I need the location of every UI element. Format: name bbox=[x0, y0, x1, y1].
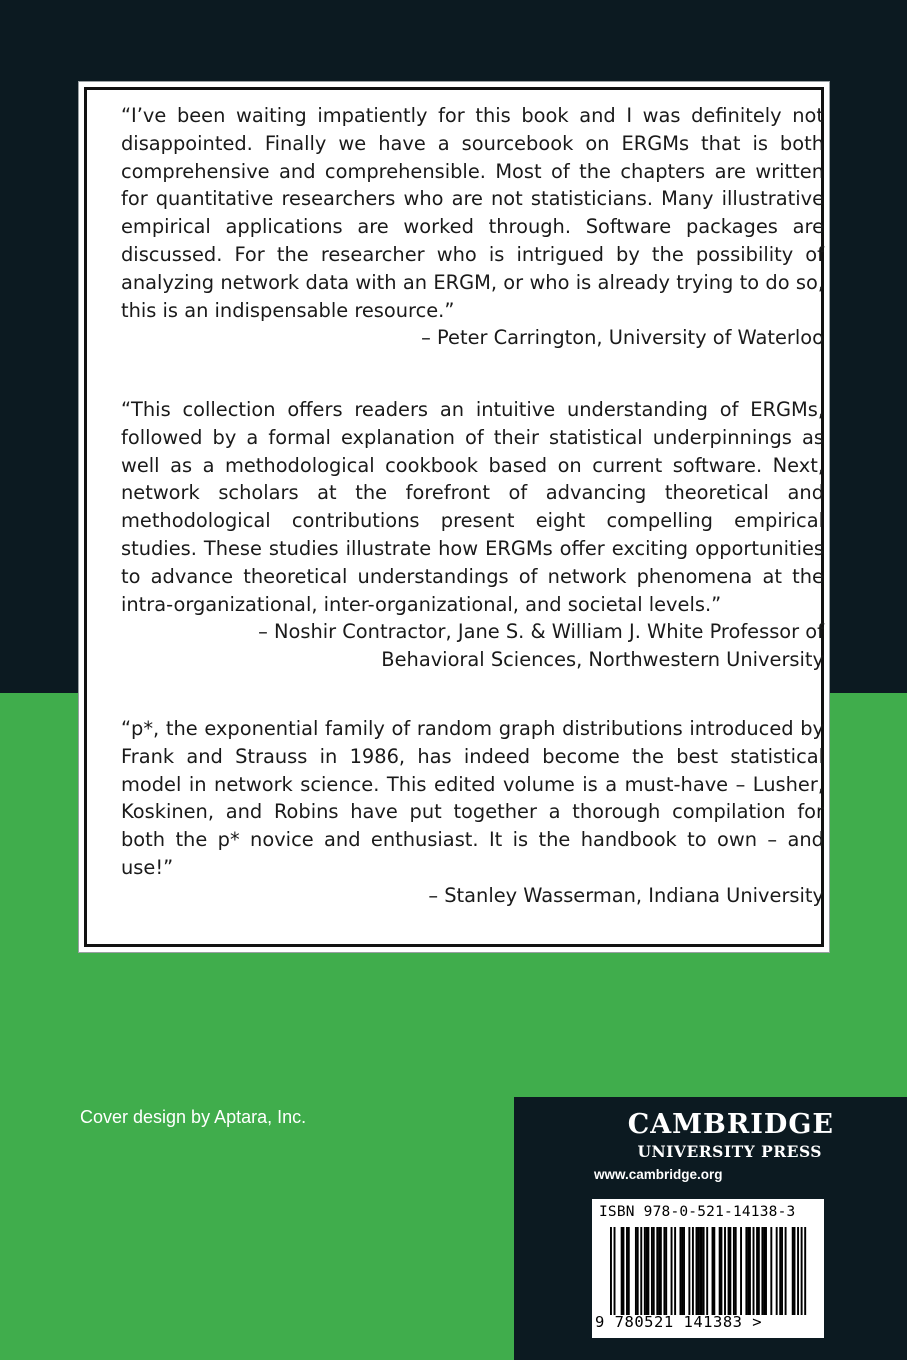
barcode-bar bbox=[626, 1227, 628, 1315]
endorsement-quote bbox=[121, 102, 824, 352]
quote-text: “This collection offers readers an intuitive understanding of ERGMs, followed by a formal explanation of their statistical underpinnings as well as a methodological cookbook based on current software. Next, network scholars at the forefront of advancing theoretical and methodological contributions present eight compelling empirical studies. These studies illustrate how ERGMs offer exciting opportunities to advance theoretical understandings of network phenomena at the intra-organizational, inter-organizational, and societal levels.” bbox=[121, 398, 824, 616]
barcode-bar bbox=[692, 1227, 694, 1315]
barcode-bar bbox=[720, 1227, 722, 1315]
barcode-bar bbox=[663, 1227, 665, 1315]
barcode-bar bbox=[733, 1227, 735, 1315]
quote-attribution: – Noshir Contractor, Jane S. & William J. White Professor of bbox=[258, 620, 824, 644]
isbn-barcode bbox=[592, 1199, 824, 1338]
blurb-panel-border bbox=[84, 87, 824, 947]
barcode-bar bbox=[724, 1227, 726, 1315]
quote-attribution: – Peter Carrington, University of Waterloo bbox=[421, 326, 824, 350]
quote-attribution: – Stanley Wasserman, Indiana University bbox=[428, 883, 824, 907]
barcode-bar bbox=[781, 1227, 783, 1315]
barcode-bar bbox=[660, 1227, 662, 1315]
barcode-bar bbox=[758, 1227, 760, 1315]
barcode-bar bbox=[729, 1227, 731, 1315]
barcode-bar bbox=[683, 1227, 685, 1315]
barcode-bar bbox=[792, 1227, 794, 1315]
barcode-bar bbox=[665, 1227, 667, 1315]
barcode-bar bbox=[671, 1227, 673, 1315]
barcode-bar bbox=[610, 1227, 612, 1315]
publisher-url[interactable]: www.cambridge.org bbox=[594, 1167, 723, 1182]
barcode-bar bbox=[614, 1227, 616, 1315]
barcode-bar bbox=[735, 1227, 737, 1315]
barcode-bar bbox=[770, 1227, 772, 1315]
barcode-bar bbox=[712, 1227, 714, 1315]
barcode-bar bbox=[681, 1227, 683, 1315]
barcode-bar bbox=[761, 1227, 763, 1315]
barcode-bar bbox=[679, 1227, 681, 1315]
barcode-bar bbox=[763, 1227, 765, 1315]
endorsement-quote bbox=[121, 715, 824, 910]
barcode-bar bbox=[674, 1227, 676, 1315]
barcode-bar bbox=[688, 1227, 690, 1315]
barcode-bar bbox=[713, 1227, 715, 1315]
barcode-bar bbox=[745, 1227, 747, 1315]
barcode-bar bbox=[728, 1227, 730, 1315]
barcode-bar bbox=[749, 1227, 751, 1315]
barcode-bar bbox=[621, 1227, 623, 1315]
barcode-bar bbox=[785, 1227, 787, 1315]
barcode-bar bbox=[756, 1227, 758, 1315]
quote-text: “I’ve been waiting impatiently for this book and I was definitely not disappointed. Finally we have a sourcebook on ERGMs that is both comprehensive and comprehensible. Most of the chapters are written for quantitative researchers who are not statisticians. Many illustrative empirical applications are worked through. Software packages are discussed. For the researcher who is intrigued by the possibility of analyzing network data with an ERGM, or who is already trying to do so, this is an indispensable resource.” bbox=[121, 104, 824, 322]
publisher-subname: UNIVERSITY PRESS bbox=[637, 1142, 822, 1161]
endorsement-quote bbox=[121, 396, 824, 674]
barcode-digits: 9 780521 141383 > bbox=[595, 1313, 763, 1331]
barcode-bar bbox=[779, 1227, 781, 1315]
barcode-bar bbox=[794, 1227, 796, 1315]
barcode-bar bbox=[651, 1227, 653, 1315]
barcode-bar bbox=[622, 1227, 624, 1315]
barcode-bar bbox=[637, 1227, 639, 1315]
barcode-bar bbox=[753, 1227, 755, 1315]
barcode-bar bbox=[656, 1227, 658, 1315]
publisher-block bbox=[514, 1097, 907, 1360]
barcode-bar bbox=[640, 1227, 642, 1315]
barcode-bar bbox=[804, 1227, 806, 1315]
barcode-bar bbox=[776, 1227, 778, 1315]
isbn-label: ISBN 978-0-521-14138-3 bbox=[599, 1204, 796, 1220]
quote-text: “p*, the exponential family of random graph distributions introduced by Frank and Strauss in 1986, has indeed become the best statistical model in network science. This edited volume is a must-have – Lusher, Koskinen, and Robins have put together a thorough compilation for both the p* novice and enthusiast. It is the handbook to own – and use!” bbox=[121, 717, 824, 879]
barcode-bar bbox=[706, 1227, 708, 1315]
barcode-bar bbox=[765, 1227, 767, 1315]
barcode-bar bbox=[719, 1227, 721, 1315]
barcode-bar bbox=[647, 1227, 649, 1315]
barcode-bar bbox=[658, 1227, 660, 1315]
barcode-bar bbox=[801, 1227, 803, 1315]
blurb-panel bbox=[79, 82, 829, 952]
publisher-name: CAMBRIDGE bbox=[627, 1109, 834, 1140]
cover-design-credit: Cover design by Aptara, Inc. bbox=[80, 1107, 307, 1127]
barcode-bar bbox=[697, 1227, 699, 1315]
barcode-bar bbox=[747, 1227, 749, 1315]
barcode-bar bbox=[740, 1227, 742, 1315]
barcode-bar bbox=[703, 1227, 705, 1315]
barcode-bar bbox=[628, 1227, 630, 1315]
barcode-bar bbox=[635, 1227, 637, 1315]
quote-attribution-line-2: Behavioral Sciences, Northwestern University bbox=[381, 648, 824, 672]
barcode-bar bbox=[701, 1227, 703, 1315]
barcode-bar bbox=[644, 1227, 646, 1315]
barcode-bar bbox=[696, 1227, 698, 1315]
barcode-bar bbox=[699, 1227, 701, 1315]
barcode-bar bbox=[646, 1227, 648, 1315]
barcode-bar bbox=[653, 1227, 655, 1315]
barcode-bar bbox=[797, 1227, 799, 1315]
